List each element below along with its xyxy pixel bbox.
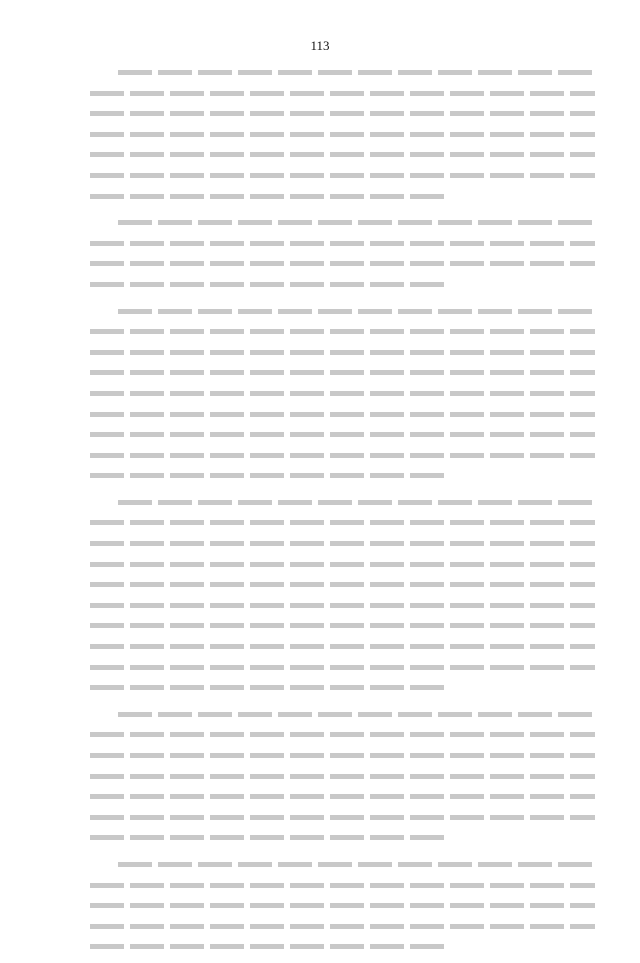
- paragraph-2: [90, 212, 595, 294]
- text-line-placeholder: [90, 321, 595, 342]
- paragraph-6: [90, 854, 595, 957]
- text-line-placeholder: [90, 916, 595, 937]
- text-line-placeholder: [90, 807, 595, 828]
- text-line-placeholder: [90, 342, 595, 363]
- paragraph-5: [90, 704, 595, 848]
- text-line-placeholder: [90, 233, 595, 254]
- text-line-placeholder: [90, 554, 595, 575]
- text-line-placeholder: [90, 124, 595, 145]
- text-line-placeholder: [90, 186, 595, 207]
- text-line-placeholder: [90, 253, 595, 274]
- text-line-placeholder: [90, 465, 595, 486]
- text-line-placeholder: [90, 83, 595, 104]
- text-line-placeholder: [90, 854, 595, 875]
- text-line-placeholder: [90, 595, 595, 616]
- text-line-placeholder: [90, 786, 595, 807]
- text-line-placeholder: [90, 704, 595, 725]
- text-line-placeholder: [90, 533, 595, 554]
- text-line-placeholder: [90, 875, 595, 896]
- text-line-placeholder: [90, 574, 595, 595]
- text-line-placeholder: [90, 383, 595, 404]
- text-line-placeholder: [90, 212, 595, 233]
- text-line-placeholder: [90, 895, 595, 916]
- text-line-placeholder: [90, 362, 595, 383]
- text-line-placeholder: [90, 936, 595, 957]
- text-line-placeholder: [90, 165, 595, 186]
- text-line-placeholder: [90, 745, 595, 766]
- text-line-placeholder: [90, 766, 595, 787]
- paragraph-4: [90, 492, 595, 698]
- document-body: [90, 62, 595, 963]
- text-line-placeholder: [90, 424, 595, 445]
- text-line-placeholder: [90, 636, 595, 657]
- paragraph-3: [90, 301, 595, 486]
- text-line-placeholder: [90, 62, 595, 83]
- text-line-placeholder: [90, 827, 595, 848]
- text-line-placeholder: [90, 404, 595, 425]
- text-line-placeholder: [90, 615, 595, 636]
- text-line-placeholder: [90, 492, 595, 513]
- text-line-placeholder: [90, 657, 595, 678]
- text-line-placeholder: [90, 301, 595, 322]
- text-line-placeholder: [90, 144, 595, 165]
- page-number: 113: [310, 38, 330, 53]
- text-line-placeholder: [90, 724, 595, 745]
- text-line-placeholder: [90, 677, 595, 698]
- text-line-placeholder: [90, 512, 595, 533]
- text-line-placeholder: [90, 445, 595, 466]
- paragraph-1: [90, 62, 595, 206]
- text-line-placeholder: [90, 103, 595, 124]
- text-line-placeholder: [90, 274, 595, 295]
